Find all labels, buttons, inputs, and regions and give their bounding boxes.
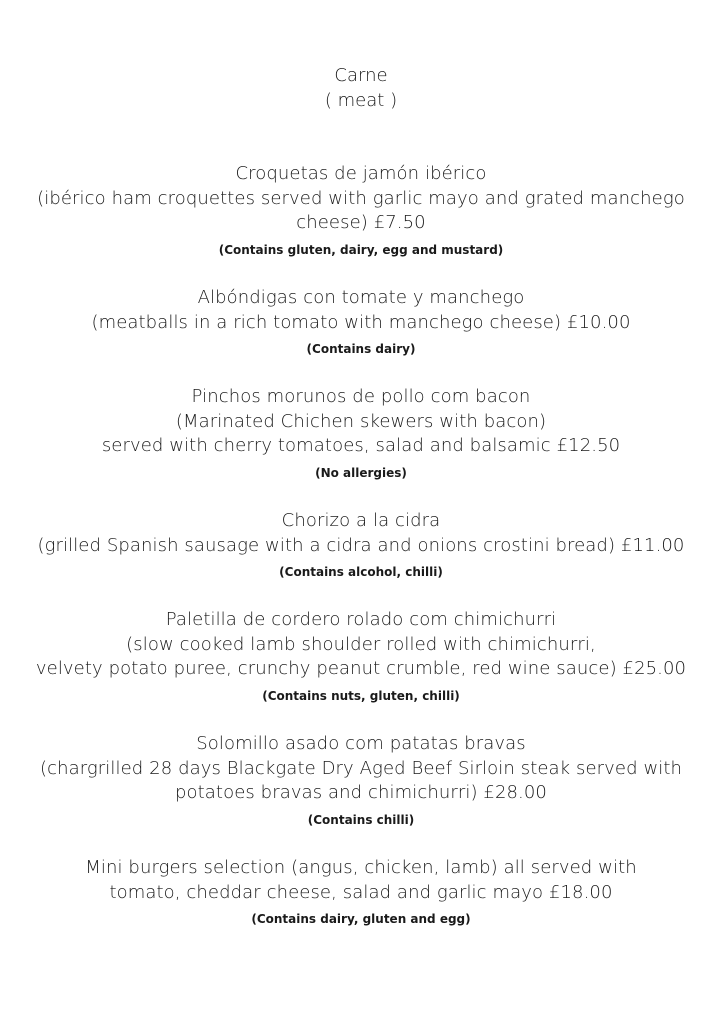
dish-description: (grilled Spanish sausage with a cidra and onions crostini bread) £11.00 [37, 534, 685, 556]
allergy-note: (Contains alcohol, chilli) [279, 565, 443, 579]
dish-name: Solomillo asado com patatas bravas [196, 733, 526, 754]
dish-description: (Marinated Chichen skewers with bacon) [175, 410, 547, 432]
menu-item-mini-burgers [20, 856, 702, 927]
dish-description: (ibérico ham croquettes served with garlic mayo and grated manchego [37, 187, 685, 209]
menu-item-croquetas [20, 162, 702, 258]
allergy-note: (Contains dairy) [306, 342, 416, 356]
allergy-note: (Contains gluten, dairy, egg and mustard) [218, 242, 504, 257]
section-title: Carne [334, 65, 388, 86]
dish-description: (slow cooked lamb shoulder rolled with chimichurri, [126, 633, 596, 655]
allergy-note: (Contains dairy, gluten and egg) [251, 912, 471, 926]
menu-item-paletilla [20, 608, 702, 704]
dish-name: Chorizo a la cidra [281, 510, 441, 531]
menu-item-albondigas [20, 286, 702, 357]
dish-name: Mini burgers selection (angus, chicken, lamb) all served with [85, 857, 637, 878]
menu-item-solomillo [20, 732, 702, 828]
dish-name: Pinchos morunos de pollo com bacon [191, 386, 531, 407]
menu-item-chorizo [20, 509, 702, 580]
dish-description: served with cherry tomatoes, salad and balsamic £12.50 [101, 435, 621, 456]
dish-name: Albóndigas con tomate y manchego [197, 287, 525, 308]
dish-description: velvety potato puree, crunchy peanut crumble, red wine sauce) £25.00 [35, 658, 687, 679]
dish-description: (meatballs in a rich tomato with manchego cheese) £10.00 [91, 311, 631, 333]
allergy-note: (Contains chilli) [307, 812, 415, 827]
allergy-note: (Contains nuts, gluten, chilli) [262, 688, 460, 703]
dish-name: Croquetas de jamón ibérico [235, 163, 487, 184]
dish-description: potatoes bravas and chimichurri) £28.00 [175, 782, 547, 803]
dish-name: Paletilla de cordero rolado com chimichurri [165, 609, 557, 630]
allergy-note: (No allergies) [315, 465, 407, 480]
menu-item-pinchos [20, 385, 702, 481]
dish-description: cheese) £7.50 [296, 212, 426, 233]
section-subtitle: ( meat ) [324, 90, 398, 111]
dish-description: (chargrilled 28 days Blackgate Dry Aged Beef Sirloin steak served with [39, 757, 683, 779]
dish-description: tomato, cheddar cheese, salad and garlic mayo £18.00 [109, 881, 613, 903]
